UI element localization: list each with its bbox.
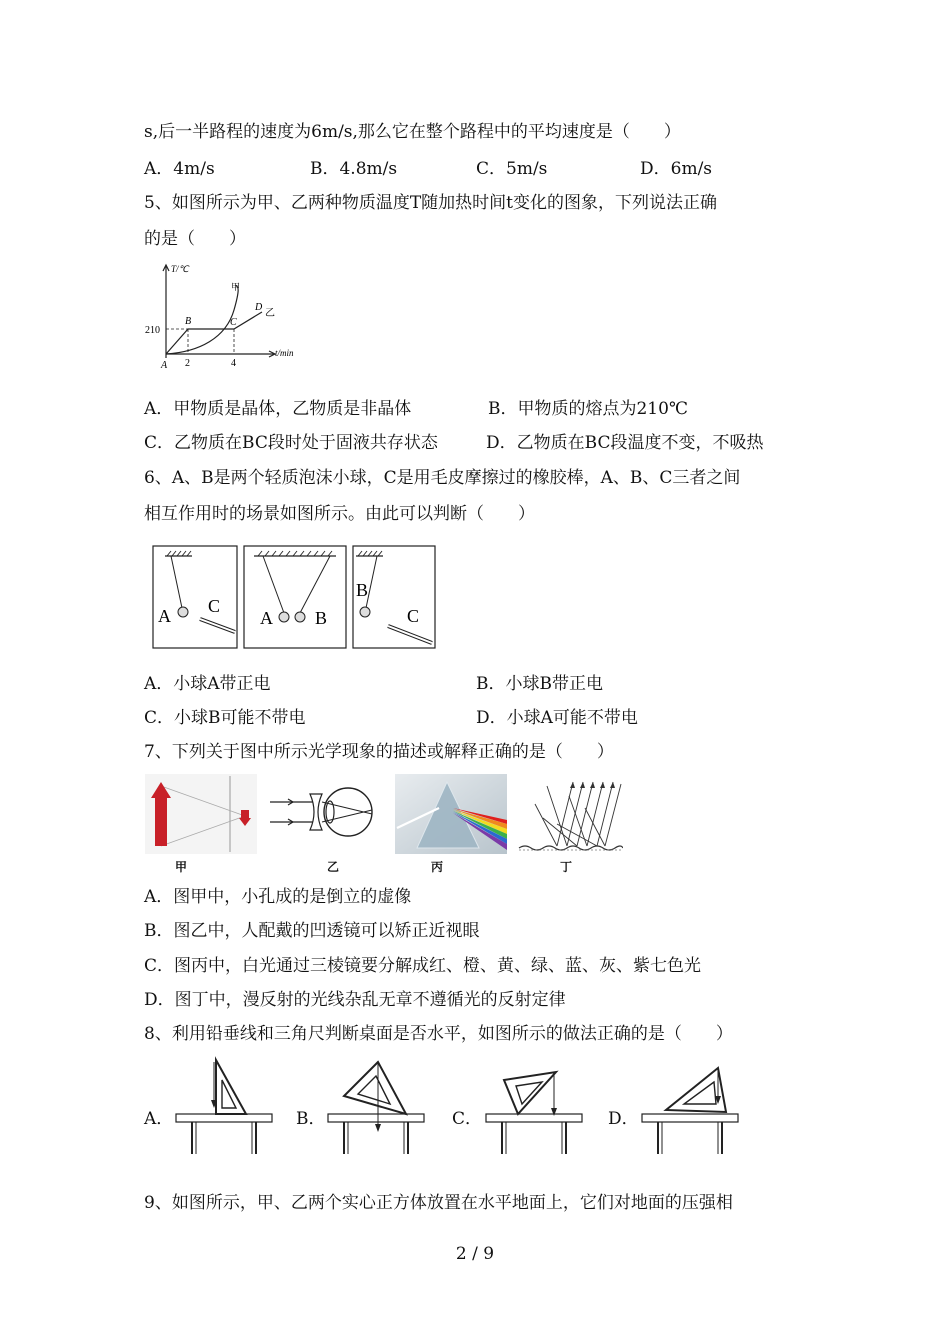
q5-option-c: C．乙物质在BC段时处于固液共存状态	[144, 433, 438, 453]
q8-option-a-label: A．	[144, 1109, 174, 1129]
p3-label-c: C	[407, 606, 420, 626]
q6-option-b: B．小球B带正电	[476, 674, 603, 694]
q7-caption-jia: 甲	[175, 860, 188, 874]
q6-option-a: A．小球A带正电	[144, 674, 271, 694]
q7-fig-ding-diffuse	[517, 774, 623, 854]
q8-fig-a	[172, 1056, 276, 1156]
q5-option-b: B．甲物质的熔点为210℃	[488, 399, 688, 419]
q8-option-b-label: B．	[296, 1109, 326, 1129]
q7-option-b: B．图乙中，人配戴的凹透镜可以矫正近视眼	[144, 921, 480, 941]
graph-y-tick-210: 210	[145, 325, 160, 336]
point-d: D	[255, 302, 263, 313]
curve-yi	[166, 312, 262, 354]
point-a: A	[161, 360, 168, 371]
q4-option-d: D．6m/s	[640, 159, 713, 179]
q5-stem-line1: 5、如图所示为甲、乙两种物质温度T随加热时间t变化的图象，下列说法正确	[144, 193, 717, 213]
q4-stem-tail: s,后一半路程的速度为6m/s,那么它在整个路程中的平均速度是（ ）	[144, 122, 681, 142]
q7-stem-line1: 7、下列关于图中所示光学现象的描述或解释正确的是（ ）	[144, 742, 614, 762]
graph-x-axis-label: t/min	[275, 348, 294, 358]
q7-caption-bing: 丙	[431, 860, 444, 874]
q8-fig-c	[482, 1056, 586, 1156]
q6-stem-line1: 6、A、B是两个轻质泡沫小球，C是用毛皮摩擦过的橡胶棒，A、B、C三者之间	[144, 468, 741, 488]
q7-option-c: C．图丙中，白光通过三棱镜要分解成红、橙、黄、绿、蓝、灰、紫七色光	[144, 956, 702, 976]
q4-option-b: B．4.8m/s	[310, 159, 398, 179]
graph-y-axis-label: T/℃	[171, 264, 189, 274]
q5-option-d: D．乙物质在BC段温度不变，不吸热	[486, 433, 764, 453]
point-c: C	[230, 317, 237, 328]
q6-stem-line2: 相互作用时的场景如图所示。由此可以判断（ ）	[144, 504, 535, 524]
q7-fig-jia-pinhole	[145, 774, 257, 854]
q8-fig-b	[324, 1056, 428, 1156]
q6-option-d: D．小球A可能不带电	[476, 708, 638, 728]
q4-option-c: C．5m/s	[476, 159, 548, 179]
q7-caption-yi: 乙	[327, 860, 340, 874]
q7-fig-yi-eye	[268, 786, 378, 844]
q7-option-a: A．图甲中，小孔成的是倒立的虚像	[144, 887, 412, 907]
q5-temperature-time-graph	[144, 258, 304, 372]
q7-fig-bing-prism	[395, 774, 507, 854]
p2-label-b: B	[315, 608, 328, 628]
q8-option-d-label: D．	[608, 1109, 639, 1129]
graph-x-tick-2: 2	[185, 358, 190, 369]
point-b: B	[185, 316, 192, 327]
q6-charge-interaction-figure	[150, 544, 440, 650]
graph-x-tick-4: 4	[231, 358, 236, 369]
q8-stem-line1: 8、利用铅垂线和三角尺判断桌面是否水平，如图所示的做法正确的是（ ）	[144, 1024, 733, 1044]
q5-option-a: A．甲物质是晶体，乙物质是非晶体	[144, 399, 412, 419]
curve-jia	[166, 285, 238, 354]
p1-label-c: C	[208, 596, 221, 616]
q6-option-c: C．小球B可能不带电	[144, 708, 306, 728]
q4-option-a: A．4m/s	[144, 159, 215, 179]
p3-label-b: B	[356, 580, 369, 600]
page-number: 2 / 9	[455, 1244, 495, 1264]
label-jia: 甲	[231, 282, 241, 292]
p2-label-a: A	[260, 608, 273, 628]
q9-stem-line1: 9、如图所示，甲、乙两个实心正方体放置在水平地面上，它们对地面的压强相	[144, 1193, 733, 1213]
label-yi: 乙	[265, 308, 275, 319]
q7-caption-ding: 丁	[560, 860, 573, 874]
q7-option-d: D．图丁中，漫反射的光线杂乱无章不遵循光的反射定律	[144, 990, 566, 1010]
q8-option-c-label: C．	[452, 1109, 483, 1129]
q5-stem-line2: 的是（ ）	[144, 229, 246, 249]
q8-fig-d	[638, 1056, 742, 1156]
p1-label-a: A	[158, 606, 171, 626]
